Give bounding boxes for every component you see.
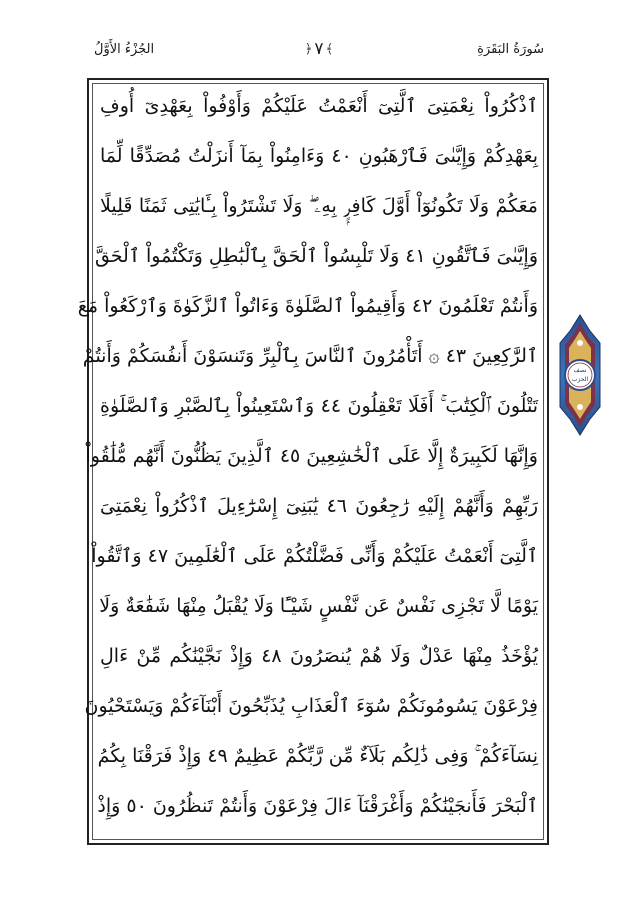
text-line-13: فِرْعَوْنَ يَسُومُونَكُمْ سُوٓءَ ٱلْعَذَابِ يُذَبِّحُونَ أَبْنَآءَكُمْ وَيَسْتَحْيُونَ [84, 695, 538, 717]
hizb-medallion-icon [556, 313, 604, 437]
text-line-6: ٱلرَّٰكِعِينَ ٤٣ ۞ أَتَأْمُرُونَ ٱلنَّاسَ بِٱلْبِرِّ وَتَنسَوْنَ أَنفُسَكُمْ وَأَنتُمْ [82, 345, 538, 367]
text-line-9: رَبِّهِمْ وَأَنَّهُمْ إِلَيْهِ رَٰجِعُونَ ٤٦ يَٰبَنِىٓ إِسْرَٰٓءِيلَ ٱذْكُرُواْ نِعْمَتِىَ [100, 495, 538, 517]
page-number-block [305, 39, 333, 59]
page-ornament-left-icon: ﴿ [304, 41, 313, 57]
text-line-14: نِسَآءَكُمْ ۚ وَفِى ذَٰلِكُم بَلَآءٌ مِّن رَّبِّكُمْ عَظِيمٌ ٤٩ وَإِذْ فَرَقْنَا بِكُمُ [97, 745, 538, 767]
text-line-10: ٱلَّتِىٓ أَنْعَمْتُ عَلَيْكُمْ وَأَنِّى فَضَّلْتُكُمْ عَلَى ٱلْعَٰلَمِينَ ٤٧ وَٱتَّقُواْ [91, 545, 538, 567]
juz-name: الجُزْءُ الأَوَّلُ [94, 42, 155, 57]
text-line-3: مَعَكُمْ وَلَا تَكُونُوٓاْ أَوَّلَ كَافِرٍۭ بِهِۦ ۖ وَلَا تَشْتَرُواْ بِـَٔايَٰتِى ثَمَنًا قَلِيلًا [100, 195, 538, 217]
page-ornament-right-icon: ﴾ [325, 41, 334, 57]
page-number: ٧ [314, 39, 324, 59]
medallion-label-top: نصف [573, 367, 587, 374]
medallion-label-bottom: الحزب [571, 376, 589, 383]
text-line-15: ٱلْبَحْرَ فَأَنجَيْنَٰكُمْ وَأَغْرَقْنَآ ءَالَ فِرْعَوْنَ وَأَنتُمْ تَنظُرُونَ ٥٠ وَإِذْ [97, 795, 538, 817]
page-header [88, 38, 550, 66]
text-line-7: تَتْلُونَ ٱلْكِتَٰبَ ۚ أَفَلَا تَعْقِلُونَ ٤٤ وَٱسْتَعِينُواْ بِٱلصَّبْرِ وَٱلصَّلَوٰةِ [100, 395, 538, 417]
text-line-11: يَوْمًا لَّا تَجْزِى نَفْسٌ عَن نَّفْسٍ شَيْـًٔا وَلَا يُقْبَلُ مِنْهَا شَفَٰعَةٌ وَلَا [99, 595, 538, 617]
text-line-4: وَإِيَّىٰىَ فَٱتَّقُونِ ٤١ وَلَا تَلْبِسُواْ ٱلْحَقَّ بِٱلْبَٰطِلِ وَتَكْتُمُواْ ٱلْحَقَّ [94, 245, 538, 267]
text-line-8: وَإِنَّهَا لَكَبِيرَةٌ إِلَّا عَلَى ٱلْخَٰشِعِينَ ٤٥ ٱلَّذِينَ يَظُنُّونَ أَنَّهُم مُّلَٰقُواْ [85, 445, 538, 467]
text-line-2: بِعَهْدِكُمْ وَإِيَّىٰىَ فَٱرْهَبُونِ ٤٠ وَءَامِنُواْ بِمَآ أَنزَلْتُ مُصَدِّقًا لِّمَا [100, 145, 539, 167]
text-line-12: يُؤْخَذُ مِنْهَا عَدْلٌ وَلَا هُمْ يُنصَرُونَ ٤٨ وَإِذْ نَجَّيْنَٰكُم مِّنْ ءَالِ [100, 645, 539, 667]
surah-name: سُورَةُ البَقَرَةِ [477, 42, 544, 57]
text-line-5: وَأَنتُمْ تَعْلَمُونَ ٤٢ وَأَقِيمُواْ ٱلصَّلَوٰةَ وَءَاتُواْ ٱلزَّكَوٰةَ وَٱرْكَعُواْ مَعَ [77, 295, 538, 317]
text-line-1: ٱذْكُرُواْ نِعْمَتِىَ ٱلَّتِىٓ أَنْعَمْتُ عَلَيْكُمْ وَأَوْفُواْ بِعَهْدِىٓ أُوفِ [100, 95, 538, 117]
verse-lines [77, 86, 539, 836]
